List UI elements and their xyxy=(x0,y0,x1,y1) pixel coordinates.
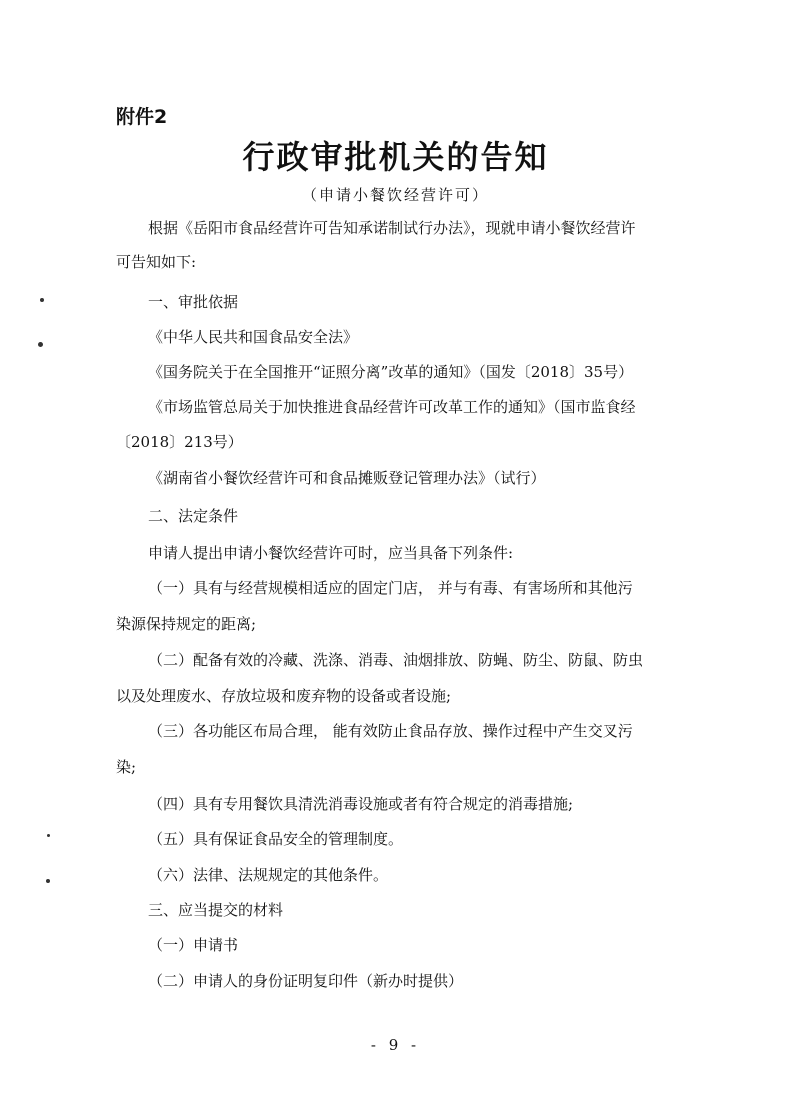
body-line: 《国务院关于在全国推开“证照分离”改革的通知》（国发〔2018〕35号） xyxy=(148,363,634,381)
page-number: - 9 - xyxy=(370,1036,421,1054)
body-line: 《湖南省小餐饮经营许可和食品摊贩登记管理办法》（试行） xyxy=(148,469,546,487)
body-line: （二）配备有效的冷藏、洗涤、消毒、油烟排放、防蝇、防尘、防鼠、防虫 xyxy=(148,651,644,669)
scan-speck xyxy=(46,879,50,883)
body-line: 以及处理废水、存放垃圾和废弃物的设备或者设施; xyxy=(116,687,452,705)
annex-label: 附件2 xyxy=(116,106,168,128)
body-line: （一）申请书 xyxy=(148,936,239,954)
body-line: （二）申请人的身份证明复印件（新办时提供） xyxy=(148,972,464,990)
section-heading: 三、应当提交的材料 xyxy=(148,901,284,919)
document-title: 行政审批机关的告知 xyxy=(242,138,549,176)
section-heading: 二、法定条件 xyxy=(148,507,239,525)
scan-speck xyxy=(38,342,43,347)
body-line: （五）具有保证食品安全的管理制度。 xyxy=(148,830,404,848)
body-line: （一）具有与经营规模相适应的固定门店， 并与有毒、有害场所和其他污 xyxy=(148,579,633,597)
body-line: 染源保持规定的距离; xyxy=(116,615,257,633)
scan-speck xyxy=(40,298,44,302)
body-line: 《中华人民共和国食品安全法》 xyxy=(148,328,359,346)
section-heading: 一、审批依据 xyxy=(148,293,239,311)
body-line: 可告知如下: xyxy=(116,253,197,271)
body-line: 申请人提出申请小餐饮经营许可时，应当具备下列条件: xyxy=(148,544,514,562)
scan-speck xyxy=(47,834,50,837)
document-subtitle: （申请小餐饮经营许可） xyxy=(301,186,489,204)
body-line: 《市场监管总局关于加快推进食品经营许可改革工作的通知》（国市监食经 xyxy=(148,398,636,416)
body-line: （三）各功能区布局合理， 能有效防止食品存放、操作过程中产生交叉污 xyxy=(148,722,633,740)
body-line: （四）具有专用餐饮具清洗消毒设施或者有符合规定的消毒措施; xyxy=(148,795,574,813)
body-line: （六）法律、法规规定的其他条件。 xyxy=(148,866,389,884)
body-line: 根据《岳阳市食品经营许可告知承诺制试行办法》，现就申请小餐饮经营许 xyxy=(148,219,636,237)
body-line: 染; xyxy=(116,758,137,776)
body-line: 〔2018〕213号） xyxy=(116,433,243,451)
